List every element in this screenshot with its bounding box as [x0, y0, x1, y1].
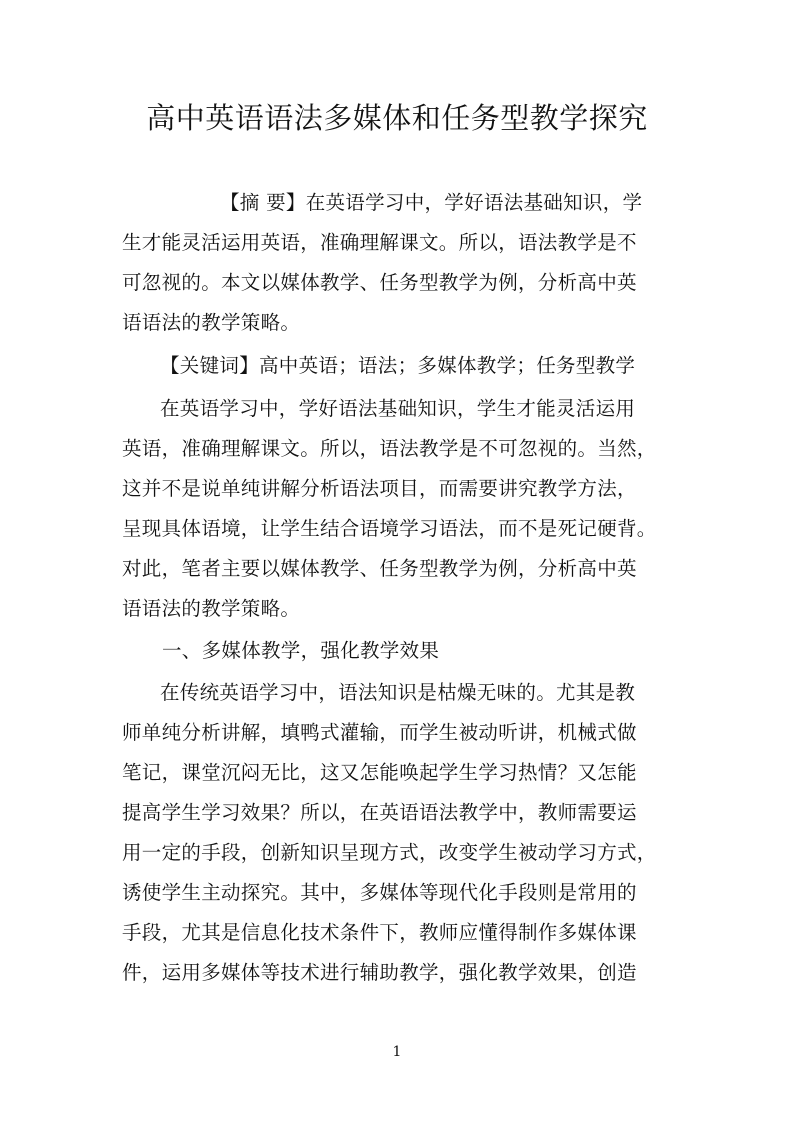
body-paragraph-1-line-2: 英语，准确理解课文。所以，语法教学是不可忽视的。当然，	[122, 437, 657, 460]
body-paragraph-1-line-4: 呈现具体语境，让学生结合语境学习语法，而不是死记硬背。	[122, 517, 657, 540]
body-paragraph-2-line-7: 手段，尤其是信息化技术条件下，教师应懂得制作多媒体课	[122, 921, 637, 944]
body-paragraph-2-line-5: 用一定的手段，创新知识呈现方式，改变学生被动学习方式，	[122, 841, 657, 864]
section-heading-1: 一、多媒体教学，强化教学效果	[162, 639, 440, 662]
body-paragraph-1-line-3: 这并不是说单纯讲解分析语法项目，而需要讲究教学方法，	[122, 477, 637, 500]
keywords-line: 【关键词】高中英语；语法；多媒体教学；任务型教学	[160, 354, 636, 377]
page-number: 1	[392, 1044, 402, 1060]
document-title: 高中英语语法多媒体和任务型教学探究	[146, 101, 648, 135]
body-paragraph-2-line-8: 件，运用多媒体等技术进行辅助教学，强化教学效果，创造	[122, 961, 637, 984]
abstract-line-3: 可忽视的。本文以媒体教学、任务型教学为例，分析高中英	[122, 271, 637, 294]
body-paragraph-2-line-2: 师单纯分析讲解，填鸭式灌输，而学生被动听讲，机械式做	[122, 721, 637, 744]
body-paragraph-1-line-5: 对此，笔者主要以媒体教学、任务型教学为例，分析高中英	[122, 557, 637, 580]
body-paragraph-2-line-3: 笔记，课堂沉闷无比，这又怎能唤起学生学习热情？又怎能	[122, 761, 637, 784]
abstract-line-1: 【摘 要】在英语学习中，学好语法基础知识，学	[220, 191, 643, 214]
body-paragraph-1-line-6: 语语法的教学策略。	[122, 597, 301, 620]
body-paragraph-2-line-6: 诱使学生主动探究。其中，多媒体等现代化手段则是常用的	[122, 881, 637, 904]
body-paragraph-2-line-1: 在传统英语学习中，语法知识是枯燥无味的。尤其是教	[160, 681, 636, 704]
body-paragraph-1-line-1: 在英语学习中，学好语法基础知识，学生才能灵活运用	[160, 397, 636, 420]
body-paragraph-2-line-4: 提高学生学习效果？所以，在英语语法教学中，教师需要运	[122, 801, 637, 824]
abstract-line-4: 语语法的教学策略。	[122, 311, 301, 334]
abstract-line-2: 生才能灵活运用英语，准确理解课文。所以，语法教学是不	[122, 231, 637, 254]
